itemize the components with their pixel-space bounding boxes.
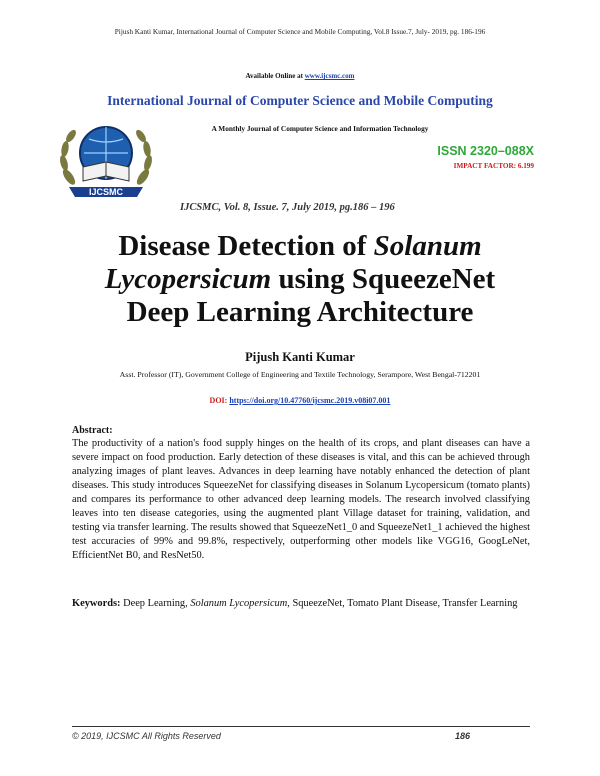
title-part-3: Deep Learning Architecture bbox=[126, 296, 474, 328]
title-italic-2: Lycopersicum bbox=[104, 263, 272, 295]
doi-link[interactable]: https://doi.org/10.47760/ijcsmc.2019.v08i07.001 bbox=[229, 396, 391, 405]
keywords-label: Keywords: bbox=[72, 598, 121, 609]
issn: ISSN 2320–088X bbox=[437, 144, 534, 158]
keywords-before: Deep Learning, bbox=[120, 598, 191, 609]
footer-page-number: 186 bbox=[455, 731, 471, 741]
author-name: Pijush Kanti Kumar bbox=[245, 350, 355, 364]
title-part-2: using SqueezeNet bbox=[271, 263, 496, 295]
citation: IJCSMC, Vol. 8, Issue. 7, July 2019, pg.186 – 196 bbox=[180, 202, 395, 213]
doi bbox=[0, 396, 600, 405]
doi-label: DOI: bbox=[209, 396, 230, 405]
impact-factor: IMPACT FACTOR: 6.199 bbox=[453, 162, 534, 170]
journal-logo bbox=[55, 115, 157, 215]
author-affiliation: Asst. Professor (IT), Government College of Engineering and Textile Technology, Serampore, West Bengal-712201 bbox=[119, 370, 481, 379]
keywords-after: , SqueezeNet, Tomato Plant Disease, Transfer Learning bbox=[287, 598, 518, 609]
footer-divider bbox=[72, 726, 530, 727]
title-part-1: Disease Detection of bbox=[118, 230, 374, 262]
footer-copyright: © 2019, IJCSMC All Rights Reserved bbox=[72, 731, 221, 741]
paper-title bbox=[50, 230, 550, 329]
available-online-label: Available Online at bbox=[245, 72, 305, 80]
logo-text: IJCSMC bbox=[88, 187, 124, 197]
journal-website-link[interactable]: www.ijcsmc.com bbox=[304, 72, 355, 80]
title-italic-1: Solanum bbox=[373, 230, 482, 262]
abstract-heading: Abstract: bbox=[72, 425, 113, 436]
keywords bbox=[72, 597, 530, 611]
keywords-italic: Solanum Lycopersicum bbox=[190, 598, 288, 609]
journal-name: International Journal of Computer Science and Mobile Computing bbox=[107, 93, 493, 108]
journal-subtitle: A Monthly Journal of Computer Science and Information Technology bbox=[211, 124, 429, 133]
available-online bbox=[0, 72, 600, 80]
running-header: Pijush Kanti Kumar, International Journal of Computer Science and Mobile Computing, Vol.8 Issue.7, July- 2019, pg. 186-196 bbox=[114, 27, 486, 36]
abstract-text: The productivity of a nation's food supply hinges on the health of its crops, and plant diseases can have a severe impact on food production. Early detection of these diseases is vital, and this can be achieved through analyzing images of plant leaves. Advances in deep learning have notably enhanced the detection of plant diseases. This study introduces SqueezeNet for classifying diseases in Solanum Lycopersicum (tomato plants) and compares its performance to other advanced deep learning models. The research involved classifying leaves into ten disease categories, using the augmented plant Village dataset for training, validation, and testing via transfer learning. The results showed that SqueezeNet1_0 and SqueezeNet1_1 achieved the highest test accuracies of 99% and 99.8%, respectively, outperforming other models like VGG16, GoogLeNet, EfficientNet B0, and ResNet50. bbox=[72, 438, 531, 561]
